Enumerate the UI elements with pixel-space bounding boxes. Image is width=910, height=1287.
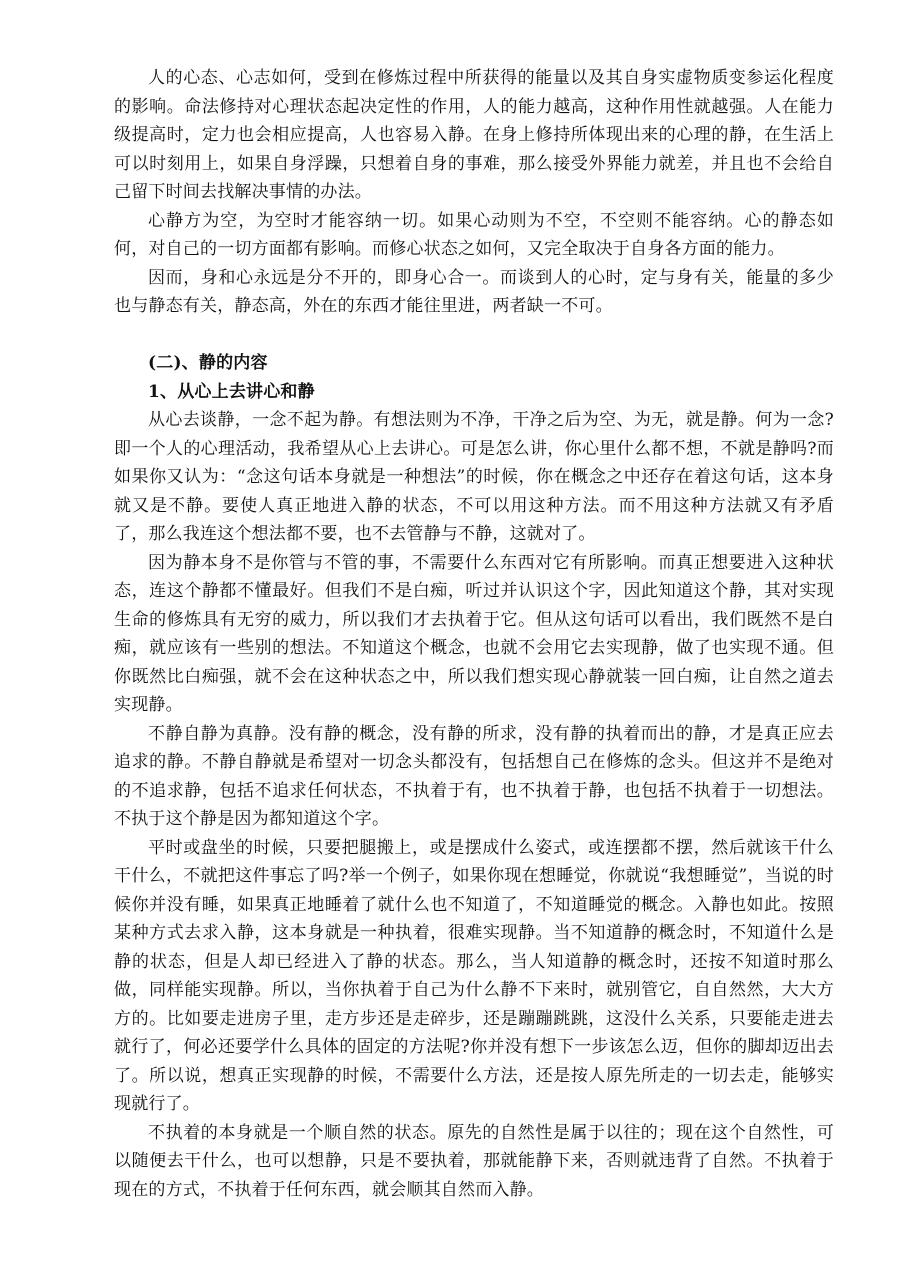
document-body bbox=[114, 64, 834, 1204]
subsection-heading: 1、从心上去讲心和静 bbox=[148, 381, 315, 402]
section-heading: (二)、静的内容 bbox=[148, 353, 268, 373]
paragraph: 从心去谈静，一念不起为静。有想法则为不净，干净之后为空、为无，就是静。何为一念?即一个人的心理活动，我希望从心上去讲心。可是怎么讲，你心里什么都不想，不就是静吗?而如果你又认为：“念这句话本身就是一种想法”的时候，你在概念之中还存在着这句话，这本身就又是不静。要使人真正地进入静的状态，不可以用这种方法。而不用这种方法就又有矛盾了，那么我连这个想法都不要，也不去管静与不静，这就对了。 bbox=[114, 410, 834, 544]
paragraph: 不执着的本身就是一个顺自然的状态。原先的自然性是属于以往的；现在这个自然性，可以随便去干什么，也可以想静，只是不要执着，那就能静下来，否则就违背了自然。不执着于现在的方式，不执着于任何东西，就会顺其自然而入静。 bbox=[114, 1122, 834, 1200]
paragraph: 不静自静为真静。没有静的概念，没有静的所求，没有静的执着而出的静，才是真正应去追求的静。不静自静就是希望对一切念头都没有，包括想自己在修炼的念头。但这并不是绝对的不追求静，包括不追求任何状态，不执着于有，也不执着于静，也包括不执着于一切想法。不执于这个静是因为都知道这个字。 bbox=[114, 723, 834, 829]
paragraph: 因为静本身不是你管与不管的事，不需要什么东西对它有所影响。而真正想要进入这种状态，连这个静都不懂最好。但我们不是白痴，听过并认识这个字，因此知道这个静，其对实现生命的修炼具有无穷的威力，所以我们才去执着于它。但从这句话可以看出，我们既然不是白痴，就应该有一些别的想法。不知道这个概念，也就不会用它去实现静，做了也实现不通。但你既然比白痴强，就不会在这种状态之中，所以我们想实现心静就装一回白痴，让自然之道去实现静。 bbox=[114, 552, 834, 715]
paragraph: 因而，身和心永远是分不开的，即身心合一。而谈到人的心时，定与身有关，能量的多少也与静态有关，静态高，外在的东西才能往里进，两者缺一不可。 bbox=[114, 267, 834, 316]
paragraph: 心静方为空，为空时才能容纳一切。如果心动则为不空，不空则不能容纳。心的静态如何，对自己的一切方面都有影响。而修心状态之如何，又完全取决于自身各方面的能力。 bbox=[114, 210, 834, 259]
blank-line bbox=[114, 321, 834, 350]
paragraph: 平时或盘坐的时候，只要把腿搬上，或是摆成什么姿式，或连摆都不摆，然后就该干什么干什么，不就把这件事忘了吗?举一个例子，如果你现在想睡觉，你就说“我想睡觉”，当说的时候你并没有睡，如果真正地睡着了就什么也不知道了，不知道睡觉的概念。入静也如此。按照某种方式去求入静，这本身就是一种执着，很难实现静。当不知道静的概念时，不知道什么是静的状态，但是人却已经进入了静的状态。那么，当人知道静的概念时，还按不知道时那么做，同样能实现静。所以，当你执着于自己为什么静不下来时，就别管它，自自然然，大大方方的。比如要走进房子里，走方步还是走碎步，还是蹦蹦跳跳，这没什么关系，只要能走进去就行了，何必还要学什么具体的固定的方法呢?你并没有想下一步该怎么迈，但你的脚却迈出去了。所以说，想真正实现静的时候，不需要什么方法，还是按人原先所走的一切去走，能够实现就行了。 bbox=[114, 837, 834, 1114]
paragraph: 人的心态、心志如何，受到在修炼过程中所获得的能量以及其自身实虚物质变参运化程度的影响。命法修持对心理状态起决定性的作用，人的能力越高，这种作用性就越强。人在能力级提高时，定力也会相应提高，人也容易入静。在身上修持所体现出来的心理的静，在生活上可以时刻用上，如果自身浮躁，只想着自身的事难，那么接受外界能力就差，并且也不会给自己留下时间去找解决事情的办法。 bbox=[114, 68, 834, 202]
